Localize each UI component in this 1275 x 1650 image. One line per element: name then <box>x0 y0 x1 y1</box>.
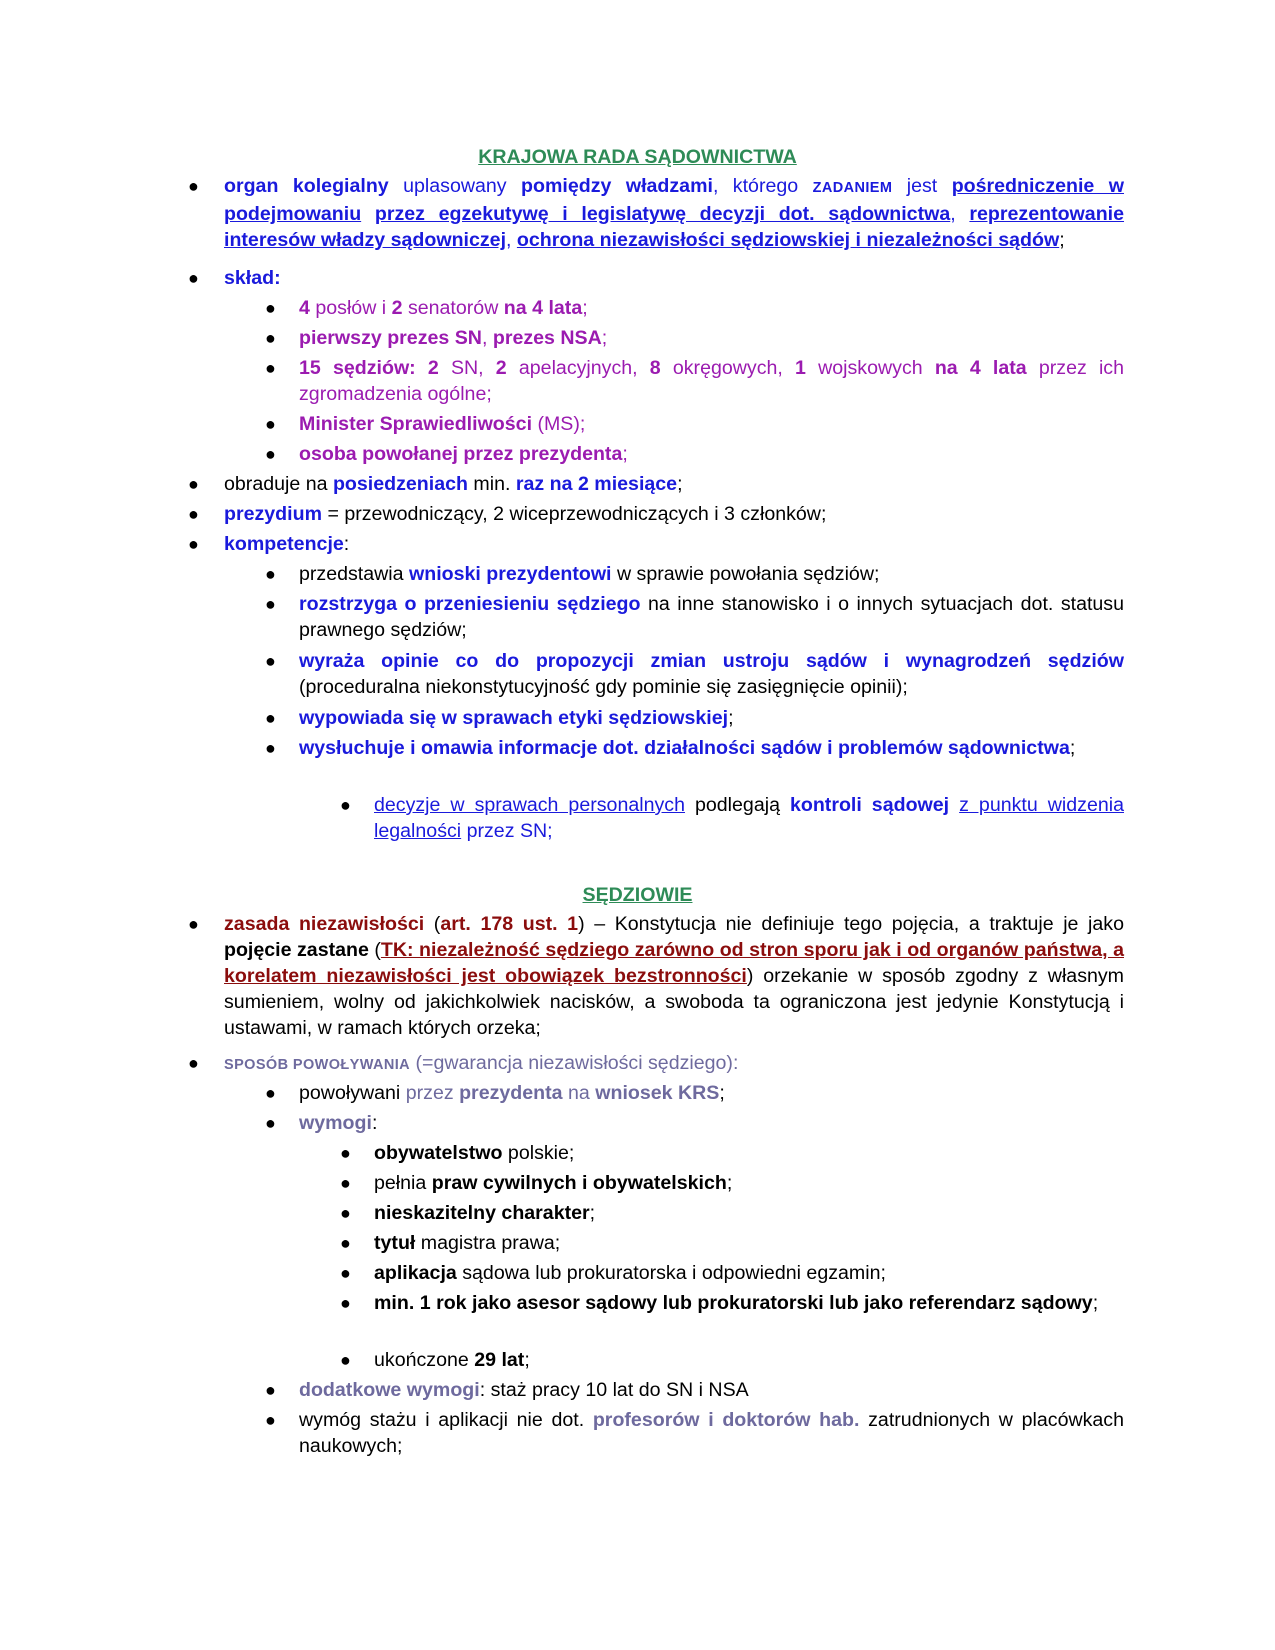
kompetencja-przeniesienie-item: ● rozstrzyga o przeniesieniu sędziego na inne stanowisko i o innych sytuacjach dot. statusu prawnego sędziów; <box>299 591 1124 643</box>
zasada-niezawislosci-item: ● zasada niezawisłości (art. 178 ust. 1) – Konstytucja nie definiuje tego pojęcia, a traktuje je jako pojęcie zastane (TK: niezależność sędziego zarówno od stron sporu jak i od organów państwa, a korelatem niezawisłości jest obowiązek bezstronności) orzekanie w sposób zgodny z własnym sumieniem, wolny od jakichkolwiek nacisków, a swoboda ta ograniczona jest jedynie Konstytucją i ustawami, w ramach których orzeka; <box>224 911 1124 1041</box>
krs-heading: KRAJOWA RADA SĄDOWNICTWA <box>478 146 797 168</box>
wymog-asesor-item: ● min. 1 rok jako asesor sądowy lub prokuratorski lub jako referendarz sądowy; <box>374 1290 1124 1316</box>
wymog-tytul-item: ● tytuł magistra prawa; <box>374 1230 1124 1256</box>
wymog-wiek-item: ● ukończone 29 lat; <box>374 1347 1124 1373</box>
sklad-osoba-item: ● osoba powołanej przez prezydenta; <box>299 441 1124 467</box>
wymog-charakter-item: ● nieskazitelny charakter; <box>374 1200 1124 1226</box>
krs-sklad-item: ● skład: <box>224 265 1124 291</box>
wymog-aplikacja-item: ● aplikacja sądowa lub prokuratorska i odpowiedni egzamin; <box>374 1260 1124 1286</box>
krs-obrady-item: ● obraduje na posiedzeniach min. raz na 2 miesiące; <box>224 471 1124 497</box>
krs-prezydium-item: ● prezydium = przewodniczący, 2 wiceprzewodniczących i 3 członków; <box>224 501 1124 527</box>
kompetencja-opinie-item: ● wyraża opinie co do propozycji zmian ustroju sądów i wynagrodzeń sędziów (proceduralna niekonstytucyjność gdy pominie się zasięgnięcie opinii); <box>299 648 1124 700</box>
wymog-profesorowie-item: ● wymóg stażu i aplikacji nie dot. profesorów i doktorów hab. zatrudnionych w placówkach naukowych; <box>299 1407 1124 1459</box>
sklad-prezesi-item: ● pierwszy prezes SN, prezes NSA; <box>299 325 1124 351</box>
kompetencja-informacje-item: ● wysłuchuje i omawia informacje dot. działalności sądów i problemów sądownictwa; <box>299 735 1124 761</box>
sedziowie-heading: SĘDZIOWIE <box>582 884 693 906</box>
wymog-prawa-item: ● pełnia praw cywilnych i obywatelskich; <box>374 1170 1124 1196</box>
dodatkowe-wymogi-item: ● dodatkowe wymogi: staż pracy 10 lat do SN i NSA <box>299 1377 1124 1403</box>
wymogi-item: ● wymogi: <box>299 1110 1124 1136</box>
sklad-posłowie-item: ● 4 posłów i 2 senatorów na 4 lata; <box>299 295 1124 321</box>
sklad-minister-item: ● Minister Sprawiedliwości (MS); <box>299 411 1124 437</box>
kompetencja-decyzje-item: ● decyzje w sprawach personalnych podlegają kontroli sądowej z punktu widzenia legalności przez SN; <box>374 792 1124 844</box>
kompetencja-etyka-item: ● wypowiada się w sprawach etyki sędziowskiej; <box>299 705 1124 731</box>
sklad-sedziowie-item: ● 15 sędziów: 2 SN, 2 apelacyjnych, 8 okręgowych, 1 wojskowych na 4 lata przez ich zgromadzenia ogólne; <box>299 355 1124 407</box>
krs-definition-item: ● organ kolegialny uplasowany pomiędzy władzami, którego ZADANIEM jest pośredniczenie w podejmowaniu przez egzekutywę i legislatywę decyzji dot. sądownictwa, reprezentowanie interesów władzy sądowniczej, ochrona niezawisłości sędziowskiej i niezależności sądów; <box>224 173 1124 253</box>
sposob-powolywania-item: ● SPOSÓB POWOŁYWANIA (=gwarancja niezawisłości sędziego): <box>224 1050 1124 1078</box>
krs-kompetencje-item: ● kompetencje: <box>224 531 1124 557</box>
wymog-obywatelstwo-item: ● obywatelstwo polskie; <box>374 1140 1124 1166</box>
kompetencja-wnioski-item: ● przedstawia wnioski prezydentowi w sprawie powołania sędziów; <box>299 561 1124 587</box>
powolywani-item: ● powoływani przez prezydenta na wniosek KRS; <box>299 1080 1124 1106</box>
